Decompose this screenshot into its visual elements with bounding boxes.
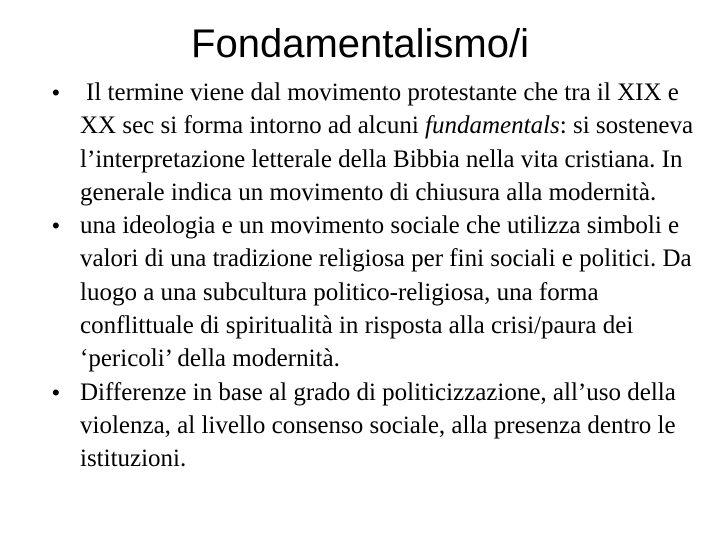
slide-title: Fondamentalismo/i bbox=[191, 22, 529, 66]
bullet-item-differences bbox=[0, 376, 720, 476]
bullet-icon: • bbox=[52, 80, 60, 105]
bullet-text-ideology: una ideologia e un movimento sociale che utilizza simboli e valori di una tradizione religiosa per fini sociali e politici. Da luogo a una subcultura politico-religiosa, una forma conflittuale di spiritualità in risposta alla crisi/paura dei ‘pericoli’ della modernità. bbox=[80, 212, 692, 373]
bullet-text-differences: Differenze in base al grado di politicizzazione, all’uso della violenza, al livello consenso sociale, alla presenza dentro le istituzioni. bbox=[80, 378, 676, 473]
bullet-item-origin bbox=[0, 76, 720, 209]
bullet-list bbox=[0, 76, 720, 476]
bullet-text-origin-start: Il termine viene dal movimento protestante che tra il XIX e XX sec si forma intorno ad alcuni bbox=[80, 79, 679, 140]
bullet-text-origin-end: : si sosteneva l’interpretazione letterale della Bibbia nella vita cristiana. In generale indica un movimento di chiusura alla modernità. bbox=[80, 112, 694, 206]
bullet-icon: • bbox=[52, 379, 60, 405]
bullet-icon: • bbox=[52, 213, 60, 239]
bullet-item-ideology bbox=[0, 209, 720, 375]
bullet-text-emphasis: fundamentals bbox=[425, 112, 560, 140]
